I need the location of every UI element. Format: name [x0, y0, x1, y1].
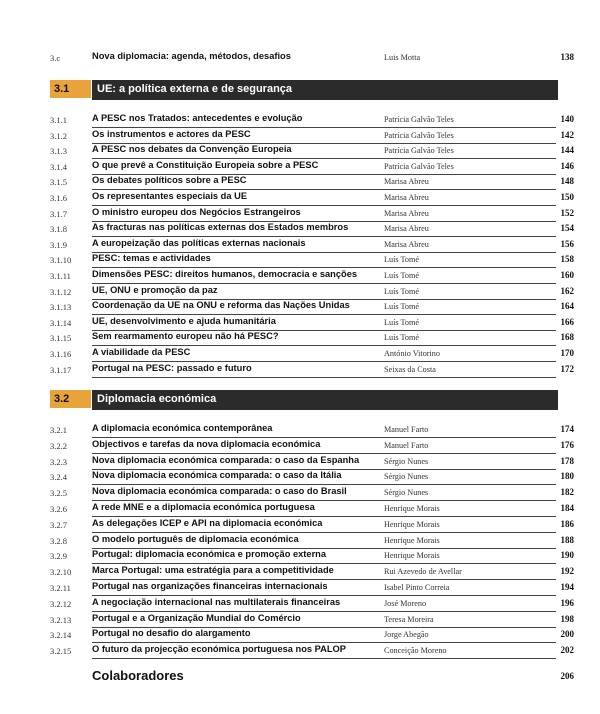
entry-page: 192	[560, 566, 574, 577]
toc-entry[interactable]	[0, 422, 600, 438]
entry-number: 3.1.7	[50, 208, 67, 219]
entry-page: 198	[560, 613, 574, 624]
entry-page: 190	[560, 550, 574, 561]
section-title: Diplomacia económica	[97, 393, 217, 405]
entry-page: 196	[560, 597, 574, 608]
entry-number: 3.2.15	[50, 646, 72, 657]
entry-author: Rui Azevedo de Avellar	[384, 567, 462, 577]
entry-page: 172	[560, 363, 574, 374]
entry-page: 142	[560, 129, 574, 140]
entry-title: Portugal nas organizações financeiras internacionais	[92, 581, 328, 591]
entry-number: 3.1.4	[50, 161, 67, 172]
entry-page: 168	[560, 332, 574, 343]
entry-author: Luís Tomé	[384, 302, 419, 312]
entry-page: 138	[560, 52, 574, 62]
entry-title: Nova diplomacia: agenda, métodos, desafios	[92, 51, 291, 61]
entry-page: 176	[560, 439, 574, 450]
entry-author: Sérgio Nunes	[384, 488, 429, 498]
entry-number: 3.1.14	[50, 317, 72, 328]
toc-entry[interactable]	[0, 190, 600, 206]
entry-author: Marisa Abreu	[384, 239, 429, 249]
entry-page: 202	[560, 645, 574, 656]
entry-number: 3.2.8	[50, 535, 67, 546]
entry-title: As delegações ICEP e API na diplomacia económica	[92, 517, 323, 528]
entry-title: Coordenação da UE na ONU e reforma das Nações Unidas	[92, 300, 350, 311]
entry-page: 144	[560, 145, 574, 156]
toc-entry[interactable]	[0, 330, 600, 346]
entry-title: Portugal no desafio do alargamento	[92, 628, 251, 639]
toc-entry[interactable]	[0, 112, 600, 128]
entry-title: UE, desenvolvimento e ajuda humanitária	[92, 315, 276, 326]
collaborators-heading[interactable]: Colaboradores	[92, 668, 184, 683]
entry-author: Henrique Morais	[384, 519, 440, 529]
entry-title: A PESC nos Tratados: antecedentes e evolução	[92, 113, 303, 123]
entry-number: 3.c	[50, 53, 61, 63]
entry-title: Dimensões PESC: direitos humanos, democracia e sanções	[92, 269, 358, 279]
toc-entry[interactable]	[0, 612, 600, 628]
toc-entry[interactable]	[0, 268, 600, 284]
entry-title: O modelo português de diplomacia económica	[92, 533, 299, 544]
entry-author: Marisa Abreu	[384, 224, 429, 234]
entry-title: Objectivos e tarefas da nova diplomacia económica	[92, 438, 321, 449]
entry-title: A europeização das políticas externas nacionais	[92, 237, 306, 248]
entry-title: A rede MNE e a diplomacia económica portuguesa	[92, 502, 315, 512]
entry-author: Jorge Abegão	[384, 630, 429, 640]
toc-entry[interactable]	[0, 346, 600, 362]
entry-number: 3.1.15	[50, 333, 72, 344]
entry-page: 164	[560, 301, 574, 312]
entry-page: 200	[560, 629, 574, 640]
entry-page: 140	[560, 114, 574, 124]
toc-entry[interactable]	[0, 533, 600, 549]
toc-entry[interactable]	[0, 50, 600, 66]
entry-author: Seixas da Costa	[384, 364, 436, 374]
entry-title: Os instrumentos e actores da PESC	[92, 128, 251, 139]
entry-author: Manuel Farto	[384, 440, 429, 450]
entry-number: 3.1.17	[50, 364, 72, 375]
entry-number: 3.2.12	[50, 598, 72, 609]
entry-page: 188	[560, 534, 574, 545]
entry-number: 3.2.6	[50, 504, 67, 514]
entry-number: 3.1.12	[50, 286, 72, 297]
entry-number: 3.2.10	[50, 567, 72, 578]
entry-page: 160	[560, 270, 574, 280]
entry-number: 3.2.14	[50, 630, 72, 641]
section-underline	[92, 98, 558, 100]
entry-number: 3.2.9	[50, 551, 67, 562]
entry-title: A PESC nos debates da Convenção Europeia	[92, 144, 292, 155]
entry-page: 158	[560, 254, 574, 265]
entry-page: 174	[560, 424, 574, 434]
entry-title: As fracturas nas políticas externas dos Estados membros	[92, 222, 349, 233]
entry-title: A viabilidade da PESC	[92, 347, 191, 357]
entry-page: 156	[560, 238, 574, 249]
entry-page: 182	[560, 487, 574, 498]
entry-number: 3.2.7	[50, 519, 67, 530]
entry-title: O futuro da projecção económica portuguesa nos PALOP	[92, 644, 346, 655]
entry-title: A negociação internacional nas multilaterais financeiras	[92, 596, 341, 607]
toc-entry[interactable]	[0, 284, 600, 300]
section-underline	[92, 408, 558, 410]
entry-number: 3.2.1	[50, 425, 67, 435]
entry-page: 152	[560, 207, 574, 218]
entry-title: Os representantes especiais da UE	[92, 191, 248, 201]
toc-entry[interactable]	[0, 362, 600, 378]
toc-entry[interactable]	[0, 315, 600, 331]
toc-entry[interactable]	[0, 517, 600, 533]
entry-author: Luís Tomé	[384, 271, 419, 280]
toc-entry[interactable]	[0, 221, 600, 237]
toc-entry[interactable]	[0, 485, 600, 501]
entry-number: 3.1.6	[50, 193, 67, 203]
entry-author: Patrícia Galvão Teles	[384, 161, 454, 171]
entry-title: O que prevê a Constituição Europeia sobre a PESC	[92, 159, 319, 170]
entry-number: 3.1.8	[50, 224, 67, 235]
entry-page: 184	[560, 503, 574, 513]
entry-author: Luís Tomé	[384, 317, 419, 327]
entry-number: 3.2.11	[50, 583, 71, 593]
entry-page: 150	[560, 192, 574, 202]
toc-entry[interactable]	[0, 548, 600, 564]
entry-number: 3.1.2	[50, 130, 67, 141]
entry-author: Conceição Moreno	[384, 646, 447, 656]
toc-entry[interactable]	[0, 174, 600, 190]
entry-title: Nova diplomacia económica comparada: o caso da Espanha	[92, 454, 360, 465]
entry-author: Luís Tomé	[384, 286, 419, 296]
entry-author: Marisa Abreu	[384, 177, 429, 187]
section-header-3-2	[50, 390, 558, 408]
entry-author: Sérgio Nunes	[384, 456, 429, 466]
entry-rule	[92, 658, 556, 659]
toc-entry[interactable]	[0, 596, 600, 612]
entry-author: Henrique Morais	[384, 535, 440, 545]
entry-number: 3.2.5	[50, 488, 67, 499]
entry-author: Marisa Abreu	[384, 208, 429, 218]
entry-page: 148	[560, 176, 574, 187]
entry-title: UE, ONU e promoção da paz	[92, 284, 218, 295]
toc-entry[interactable]	[0, 299, 600, 315]
entry-page: 146	[560, 160, 574, 171]
section-number: 3.2	[50, 390, 91, 408]
entry-number: 3.2.2	[50, 440, 67, 451]
entry-author: Patrícia Galvão Teles	[384, 146, 454, 156]
toc-entry[interactable]	[0, 643, 600, 659]
entry-number: 3.1.1	[50, 115, 67, 125]
entry-author: Patrícia Galvão Teles	[384, 130, 454, 140]
entry-title: Portugal e a Organização Mundial do Comércio	[92, 612, 301, 623]
entry-title: A diplomacia económica contemporânea	[92, 423, 273, 433]
toc-entry[interactable]	[0, 206, 600, 222]
entry-page: 180	[560, 471, 574, 482]
entry-title: Sem rearmamento europeu não há PESC?	[92, 331, 279, 342]
section-header-3-1	[50, 80, 558, 98]
entry-title: O ministro europeu dos Negócios Estrangeiros	[92, 206, 301, 217]
entry-page: 166	[560, 316, 574, 327]
toc-entry[interactable]	[0, 501, 600, 517]
entry-author: José Moreno	[384, 598, 427, 608]
entry-author: Patrícia Galvão Teles	[384, 115, 454, 124]
toc-entry[interactable]	[0, 627, 600, 643]
entry-number: 3.2.13	[50, 614, 72, 625]
entry-number: 3.1.5	[50, 177, 67, 188]
entry-rule	[92, 377, 556, 378]
toc-entry[interactable]	[0, 143, 600, 159]
entry-page: 186	[560, 518, 574, 529]
entry-title: Portugal na PESC: passado e futuro	[92, 362, 252, 373]
toc-entry[interactable]	[0, 454, 600, 470]
entry-title: Marca Portugal: uma estratégia para a competitividade	[92, 565, 334, 576]
toc-entry[interactable]	[0, 237, 600, 253]
entry-number: 3.2.3	[50, 456, 67, 467]
entry-number: 3.1.10	[50, 255, 72, 266]
entry-author: Manuel Farto	[384, 425, 429, 434]
entry-page: 194	[560, 582, 574, 592]
entry-author: Sérgio Nunes	[384, 472, 429, 482]
entry-number: 3.1.16	[50, 349, 72, 359]
entry-title: Portugal: diplomacia económica e promoção externa	[92, 549, 327, 560]
toc-entry[interactable]	[0, 159, 600, 175]
entry-number: 3.2.4	[50, 472, 67, 483]
entry-title: Os debates políticos sobre a PESC	[92, 175, 247, 186]
entry-title: Nova diplomacia económica comparada: o caso da Itália	[92, 470, 342, 481]
toc-entry[interactable]	[0, 564, 600, 580]
section-title: UE: a política externa e de segurança	[97, 83, 293, 95]
toc-entry[interactable]	[0, 438, 600, 454]
entry-author: Luis Motta	[384, 53, 421, 62]
entry-number: 3.1.3	[50, 146, 67, 157]
toc-entry[interactable]	[0, 469, 600, 485]
entry-number: 3.1.13	[50, 302, 72, 313]
entry-title: PESC: temas e actividades	[92, 253, 211, 264]
section-number: 3.1	[50, 80, 91, 98]
entry-author: Marisa Abreu	[384, 193, 429, 202]
toc-entry[interactable]	[0, 252, 600, 268]
entry-page: 170	[560, 348, 574, 358]
entry-number: 3.1.9	[50, 239, 67, 250]
entry-title: Nova diplomacia económica comparada: o caso do Brasil	[92, 486, 347, 497]
entry-author: Henrique Morais	[384, 504, 440, 513]
entry-author: Luís Tomé	[384, 255, 419, 265]
entry-page: 154	[560, 223, 574, 234]
entry-author: Teresa Moreira	[384, 614, 434, 624]
entry-author: António Vitorino	[384, 349, 440, 358]
entry-page: 178	[560, 455, 574, 466]
entry-author: Isabel Pinto Correia	[384, 583, 450, 592]
entry-author: Luís Tomé	[384, 333, 419, 343]
entry-page: 162	[560, 285, 574, 296]
toc-entry[interactable]	[0, 580, 600, 596]
entry-author: Henrique Morais	[384, 551, 440, 561]
toc-entry[interactable]	[0, 128, 600, 144]
collaborators-page: 206	[560, 671, 574, 681]
entry-number: 3.1.11	[50, 271, 71, 281]
